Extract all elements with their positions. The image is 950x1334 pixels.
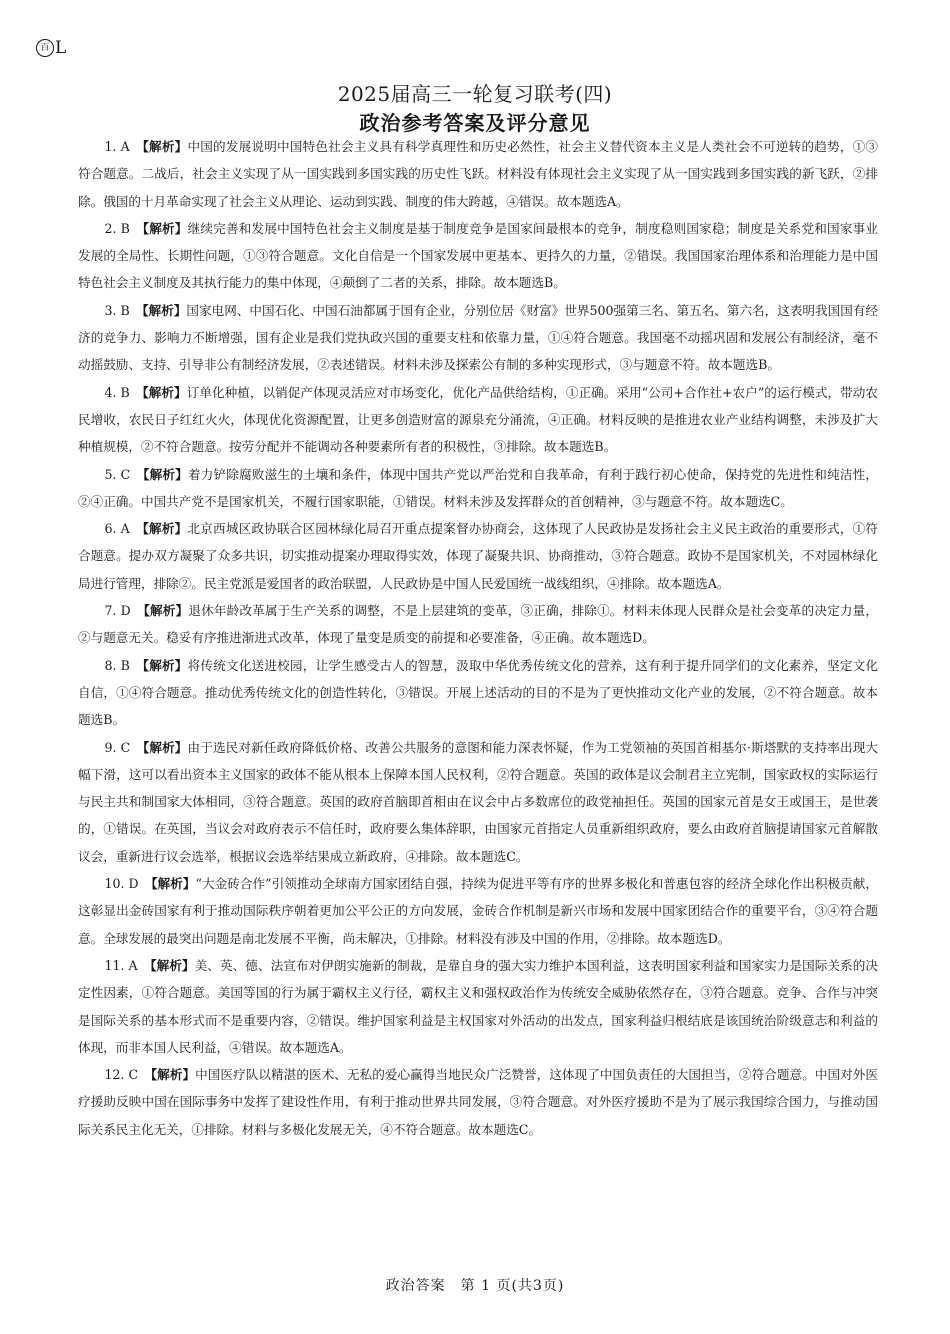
page-title: 2025届高三一轮复习联考(四) xyxy=(337,82,613,106)
answer-item-7 xyxy=(78,597,878,652)
answer-number: 4. B xyxy=(104,384,130,400)
answer-number: 9. C xyxy=(104,739,131,755)
analysis-tag: 【解析】 xyxy=(144,876,196,892)
analysis-tag: 【解析】 xyxy=(136,220,188,236)
analysis-tag: 【解析】 xyxy=(136,466,188,482)
answer-text: 订单化种植，以销促产体现灵活应对市场变化，优化产品供给结构，①正确。采用“公司+合作社+农户”的运行模式，带动农民增收，农民日子红红火火，体现优化资源配置，让更多创造财富的源泉充分涌流，④正确。材料反映的是推进农业产业结构调整，未涉及扩大种植规模，②不符合题意。按劳分配并不能调动各种要素所有者的积极性，③排除。故本题选B。 xyxy=(78,384,879,455)
answer-text: 中国的发展说明中国特色社会主义具有科学真理性和历史必然性，社会主义替代资本主义是人类社会不可逆转的趋势，①③符合题意。二战后，社会主义实现了从一国实践到多国实践的历史性飞跃。材料没有体现社会主义实现了从一国实践到多国实践的新飞跃，②排除。俄国的十月革命实现了社会主义从理论、运动到实践、制度的伟大跨越，④错误。故本题选A。 xyxy=(78,139,878,209)
answer-text: 继续完善和发展中国特色社会主义制度是基于制度竞争是国家间最根本的竞争，制度稳则国家稳；制度是关系党和国家事业发展的全局性、长期性问题，①③符合题意。文化自信是一个国家发展中更基本、更持久的力量，②错误。我国国家治理体系和治理能力是中国特色社会主义制度及其执行能力的集中体现，④颠倒了二者的关系，排除。故本题选B。 xyxy=(78,220,879,291)
answer-number: 3. B xyxy=(104,302,130,318)
answer-item-5 xyxy=(78,461,878,516)
answer-item-8 xyxy=(78,652,878,734)
answer-item-3 xyxy=(78,297,878,379)
answer-item-10 xyxy=(78,870,878,952)
answer-text: 美、英、德、法宣布对伊朗实施新的制裁，是靠自身的强大实力维护本国利益，这表明国家利益和国家实力是国际关系的决定性因素，①符合题意。美国等国的行为属于霸权主义行径，霸权主义和强权政治作为传统安全威胁依然存在，③符合题意。竞争、合作与冲突是国际关系的基本形式而不是重要内容，②错误。维护国家利益是主权国家对外活动的出发点，国家利益归根结底是该国统治阶级意志和利益的体现，而非本国人民利益，④错误。故本题选A。 xyxy=(78,957,879,1055)
corner-mark xyxy=(36,38,66,58)
analysis-tag: 【解析】 xyxy=(136,657,188,673)
answer-item-11 xyxy=(78,952,878,1061)
analysis-tag: 【解析】 xyxy=(144,1067,196,1083)
answer-number: 2. B xyxy=(104,220,130,236)
answer-text: 由于选民对新任政府降低价格、改善公共服务的意图和能力深表怀疑，作为工党领袖的英国首相基尔·斯塔默的支持率出现大幅下滑，这可以看出资本主义国家的政体不能从根本上保障本国人民权利，②符合题意。英国的政体是议会制君主立宪制，国家政权的实际运行与民主共和制国家大体相同，③符合题意。英国的政府首脑即首相由在议会中占多数席位的政党袖担任。英国的国家元首是女王或国王，是世袭的，①错误。在英国，当议会对政府表示不信任时，政府要么集体辞职，由国家元首指定人员重新组织政府，要么由政府首脑提请国家元首解散议会，重新进行议会选举，根据议会选举结果成立新政府，④排除。故本题选C。 xyxy=(78,739,879,864)
corner-letter: L xyxy=(55,38,67,58)
answer-number: 6. A xyxy=(104,521,130,537)
analysis-tag: 【解析】 xyxy=(136,384,187,400)
answer-text: 中国医疗队以精湛的医术、无私的爱心赢得当地民众广泛赞誉，这体现了中国负责任的大国担当，②符合题意。中国对外医疗援助反映中国在国际事务中发挥了建设性作用，有利于推动世界共同发展，③符合题意。对外医疗援助不是为了展示我国综合国力，与推动国际关系民主化无关，①排除。材料与多极化发展无关，④不符合题意。故本题选C。 xyxy=(78,1067,879,1137)
answer-item-1 xyxy=(78,133,878,215)
answer-item-4 xyxy=(78,379,878,461)
analysis-tag: 【解析】 xyxy=(136,739,188,755)
answer-number: 8. B xyxy=(104,657,130,673)
answer-text: 着力铲除腐败滋生的土壤和条件，体现中国共产党以严治党和自我革命，有利于践行初心使命，保持党的先进性和纯洁性，②④正确。中国共产党不是国家机关，不履行国家职能，①错误。材料未涉及发挥群众的首创精神，③与题意不符。故本题选C。 xyxy=(78,466,879,509)
answer-item-6 xyxy=(78,515,878,597)
answer-item-2 xyxy=(78,215,878,297)
answer-number: 1. A xyxy=(104,139,130,154)
answer-text: 北京西城区政协联合区园林绿化局召开重点提案督办协商会，这体现了人民政协是发扬社会主义民主政治的重要形式，①符合题意。提办双方凝聚了众多共识，切实推动提案办理取得实效，体现了凝聚共识、协商推动，③符合题意。政协不是国家机关，不对园林绿化局进行管理，排除②。民主党派是爱国者的政治联盟，人民政协是中国人民爱国统一战线组织，④排除。故本题选A。 xyxy=(78,521,878,591)
page-footer: 政治答案 第 1 页(共3页) xyxy=(385,1278,565,1294)
analysis-tag: 【解析】 xyxy=(136,139,188,154)
analysis-tag: 【解析】 xyxy=(143,957,195,973)
answer-text: “大金砖合作”引领推动全球南方国家团结自强，持续为促进平等有序的世界多极化和普惠包容的经济全球化作出积极贡献，这彰显出金砖国家有利于推动国际秩序朝着更加公平公正的方向发展，金砖合作机制是新兴市场和发展中国家团结合作的重要平台，③④符合题意。全球发展的最突出问题是南北发展不平衡，尚未解决，①排除。材料没有涉及中国的作用，②排除。故本题选D。 xyxy=(78,876,878,946)
answer-item-9 xyxy=(78,734,878,870)
analysis-tag: 【解析】 xyxy=(136,521,188,537)
answer-number: 12. C xyxy=(104,1067,139,1083)
analysis-tag: 【解析】 xyxy=(137,603,189,619)
answer-text: 将传统文化送进校园，让学生感受古人的智慧，汲取中华优秀传统文化的营养，这有利于提升同学们的文化素养，坚定文化自信，①④符合题意。推动优秀传统文化的创造性转化，③错误。开展上述活动的目的不是为了更快推动文化产业的发展，②不符合题意。故本题选B。 xyxy=(78,657,879,728)
page-subtitle: 政治参考答案及评分意见 xyxy=(359,111,591,135)
circled-logo-icon: 百 xyxy=(36,39,54,57)
answer-text: 国家电网、中国石化、中国石油都属于国有企业，分别位居《财富》世界500强第三名、第五名、第六名，这表明我国国有经济的竞争力、影响力不断增强，国有企业是我们党执政兴国的重要支柱和依靠力量，①④符合题意。我国毫不动摇巩固和发展公有制经济，毫不动摇鼓励、支持、引导非公有制经济发展，②表述错误。材料未涉及探索公有制的多种实现形式，③与题意不符。故本题选B。 xyxy=(78,302,878,373)
answer-item-12 xyxy=(78,1061,878,1143)
answer-number: 5. C xyxy=(104,466,131,482)
answer-list xyxy=(78,133,878,1143)
analysis-tag: 【解析】 xyxy=(136,302,187,318)
answer-number: 11. A xyxy=(104,957,138,973)
answer-number: 7. D xyxy=(104,603,131,619)
answer-text: 退休年龄改革属于生产关系的调整，不是上层建筑的变革，③正确，排除①。材料未体现人民群众是社会变革的决定力量，②与题意无关。稳妥有序推进渐进式改革，体现了量变是质变的前提和必要准备，④正确。故本题选D。 xyxy=(78,603,879,646)
answer-number: 10. D xyxy=(104,876,139,892)
